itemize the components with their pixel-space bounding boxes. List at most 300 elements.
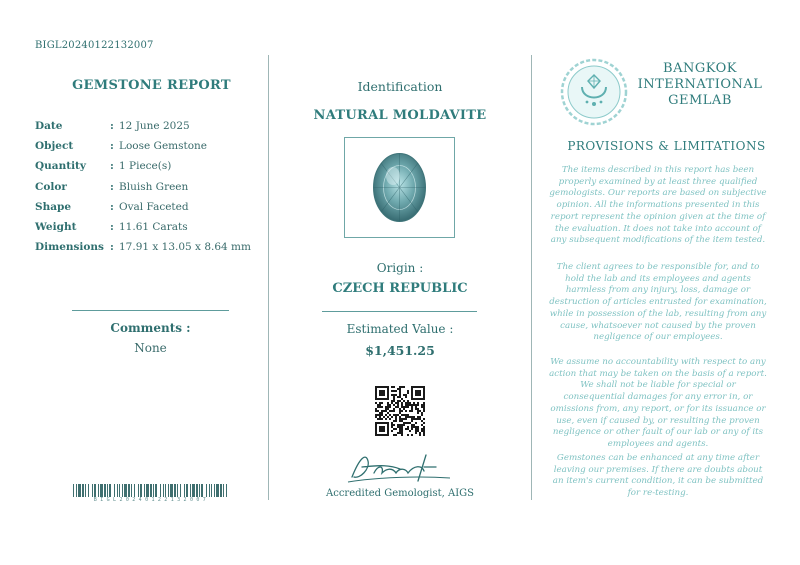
- qr-module: [391, 400, 393, 402]
- column-divider-right: [531, 55, 532, 500]
- qr-module: [379, 426, 385, 432]
- qr-code: [375, 386, 425, 436]
- qr-module: [407, 404, 409, 406]
- barcode-bar: [85, 484, 86, 497]
- qr-module: [405, 406, 407, 408]
- qr-module: [401, 424, 403, 426]
- qr-module: [409, 416, 411, 418]
- divider: [72, 310, 229, 311]
- qr-module: [421, 414, 423, 416]
- barcode-bar: [177, 484, 178, 497]
- qr-module: [399, 428, 401, 430]
- qr-module: [393, 400, 395, 402]
- qr-module: [393, 434, 395, 436]
- qr-module: [403, 394, 405, 396]
- report-title: GEMSTONE REPORT: [72, 78, 231, 93]
- qr-module: [401, 420, 403, 422]
- qr-module: [411, 424, 413, 426]
- qr-module: [389, 410, 391, 412]
- qr-module: [411, 426, 413, 428]
- barcode-bar: [104, 484, 106, 497]
- qr-module: [403, 424, 405, 426]
- qr-module: [417, 412, 419, 414]
- provision-paragraph: The client agrees to be responsible for, and to hold the lab and its employees and agents harmless from any injury, loss, damage or destruction of articles entrusted for examination, while in possession of the lab, resulting from any cause, whatsoever not caused by the proven negligence of our employees.: [549, 262, 767, 343]
- barcode-bar: [170, 484, 173, 497]
- qr-module: [401, 386, 403, 388]
- barcode-bar: [122, 484, 123, 497]
- qr-module: [417, 430, 419, 432]
- field-colon: :: [110, 120, 114, 132]
- barcode-bar: [201, 484, 203, 497]
- barcode-bar: [82, 484, 84, 497]
- qr-module: [421, 404, 423, 406]
- qr-module: [417, 416, 419, 418]
- qr-module: [407, 428, 409, 430]
- qr-module: [403, 406, 405, 408]
- field-colon: :: [110, 140, 114, 153]
- qr-module: [395, 394, 397, 396]
- qr-module: [415, 432, 417, 434]
- field-label: Shape: [35, 200, 72, 213]
- qr-module: [395, 414, 397, 416]
- qr-module: [401, 406, 403, 408]
- field-colon: :: [110, 220, 114, 233]
- comments-value: None: [134, 341, 167, 355]
- barcode-text: BIGL20240122132007: [93, 497, 210, 503]
- qr-module: [409, 402, 411, 404]
- barcode-bar: [216, 484, 219, 497]
- qr-module: [415, 404, 417, 406]
- lab-name-line: GEMLAB: [668, 93, 732, 108]
- qr-module: [419, 418, 421, 420]
- qr-module: [395, 406, 397, 408]
- qr-module: [379, 416, 381, 418]
- qr-module: [399, 400, 401, 402]
- qr-module: [397, 406, 399, 408]
- qr-module: [375, 408, 377, 410]
- field-value: Loose Gemstone: [119, 140, 208, 153]
- barcode-bar: [100, 484, 103, 497]
- qr-module: [399, 426, 401, 428]
- qr-module: [375, 414, 377, 416]
- qr-module: [403, 414, 405, 416]
- qr-module: [387, 402, 389, 404]
- qr-module: [423, 404, 425, 406]
- barcode-bar: [94, 484, 96, 497]
- qr-module: [405, 418, 407, 420]
- qr-module: [403, 422, 405, 424]
- qr-module: [399, 392, 401, 394]
- barcode-bar: [98, 484, 99, 497]
- qr-module: [405, 422, 407, 424]
- qr-module: [393, 428, 395, 430]
- qr-module: [393, 386, 395, 388]
- qr-module: [415, 426, 417, 428]
- qr-module: [379, 418, 381, 420]
- barcode: [73, 484, 230, 497]
- barcode-bar: [146, 484, 149, 497]
- qr-module: [391, 402, 393, 404]
- qr-module: [407, 434, 409, 436]
- column-divider-left: [268, 55, 269, 500]
- qr-module: [407, 392, 409, 394]
- barcode-bar: [174, 484, 176, 497]
- field-value: 11.61 Carats: [119, 220, 188, 233]
- qr-module: [381, 410, 383, 412]
- qr-module: [407, 426, 409, 428]
- qr-module: [405, 410, 407, 412]
- qr-module: [423, 410, 425, 412]
- qr-module: [391, 430, 393, 432]
- field-value: 17.91 x 13.05 x 8.64 mm: [119, 241, 251, 254]
- qr-module: [415, 428, 417, 430]
- field-value: Bluish Green: [119, 180, 189, 193]
- qr-module: [413, 404, 415, 406]
- qr-module: [417, 402, 419, 404]
- field-value: 12 June 2025: [119, 120, 190, 132]
- qr-module: [411, 434, 413, 436]
- qr-module: [421, 428, 423, 430]
- qr-module: [423, 422, 425, 424]
- qr-module: [391, 410, 393, 412]
- qr-module: [411, 428, 413, 430]
- qr-module: [395, 428, 397, 430]
- qr-module: [407, 402, 409, 404]
- barcode-bar: [140, 484, 142, 497]
- field-label: Date: [35, 120, 63, 132]
- qr-module: [423, 408, 425, 410]
- barcode-bar: [73, 484, 74, 497]
- qr-module: [423, 418, 425, 420]
- qr-module: [393, 394, 395, 396]
- qr-module: [379, 414, 381, 416]
- qr-module: [387, 404, 389, 406]
- qr-module: [375, 410, 377, 412]
- provision-paragraph: The items described in this report has been properly examined by at least three qualified gemologists. Our reports are based on subjective opinion. All the informations presented in this report represent the opinion given at the time of the evaluation. It does not take into account of any subsequent modifications of the item tested.: [549, 165, 767, 246]
- qr-module: [391, 390, 393, 392]
- barcode-bar: [138, 484, 139, 497]
- qr-module: [413, 418, 415, 420]
- barcode-bar: [199, 484, 200, 497]
- qr-module: [421, 420, 423, 422]
- qr-module: [415, 430, 417, 432]
- qr-module: [411, 418, 413, 420]
- qr-module: [417, 410, 419, 412]
- qr-module: [401, 418, 403, 420]
- qr-module: [393, 390, 395, 392]
- qr-module: [403, 408, 405, 410]
- barcode-bar: [196, 484, 198, 497]
- qr-module: [383, 410, 385, 412]
- qr-module: [405, 402, 407, 404]
- qr-module: [419, 432, 421, 434]
- qr-module: [389, 418, 391, 420]
- provisions-title: PROVISIONS & LIMITATIONS: [567, 139, 766, 153]
- qr-module: [413, 416, 415, 418]
- field-label: Weight: [35, 220, 77, 233]
- qr-module: [419, 410, 421, 412]
- qr-module: [395, 416, 397, 418]
- qr-module: [385, 408, 387, 410]
- qr-module: [399, 410, 401, 412]
- barcode-bar: [180, 484, 181, 497]
- barcode-bar: [144, 484, 145, 497]
- qr-module: [399, 418, 401, 420]
- qr-module: [399, 394, 401, 396]
- qr-module: [407, 416, 409, 418]
- qr-module: [399, 408, 401, 410]
- qr-module: [397, 424, 399, 426]
- provision-paragraph: We assume no accountability with respect to any action that may be taken on the basis of a report. We shall not be liable for special or consequential damages for any error in, or omissions from, any report, or for its issuance or use, even if caused by, or resulting the proven negligence or other fault of our lab or any of its employees and agents.: [549, 357, 767, 449]
- barcode-bar: [92, 484, 93, 497]
- qr-module: [403, 400, 405, 402]
- qr-module: [415, 390, 421, 396]
- barcode-bar: [226, 484, 227, 497]
- qr-module: [423, 430, 425, 432]
- qr-module: [399, 396, 401, 398]
- signatory: Accredited Gemologist, AIGS: [326, 488, 474, 499]
- qr-module: [393, 414, 395, 416]
- field-colon: :: [110, 180, 114, 193]
- barcode-bar: [184, 484, 185, 497]
- barcode-bar: [214, 484, 215, 497]
- qr-module: [385, 418, 387, 420]
- qr-module: [417, 404, 419, 406]
- qr-module: [399, 388, 401, 390]
- qr-module: [413, 424, 415, 426]
- qr-module: [397, 414, 399, 416]
- qr-module: [423, 406, 425, 408]
- qr-module: [391, 416, 393, 418]
- barcode-bar: [190, 484, 191, 497]
- qr-module: [401, 430, 403, 432]
- qr-module: [413, 426, 415, 428]
- qr-module: [417, 408, 419, 410]
- qr-module: [393, 420, 395, 422]
- qr-module: [389, 414, 391, 416]
- gem-photo: [344, 137, 455, 238]
- qr-module: [375, 402, 377, 404]
- barcode-bar: [134, 484, 135, 497]
- barcode-bar: [109, 484, 111, 497]
- qr-module: [395, 390, 397, 392]
- qr-module: [389, 404, 391, 406]
- barcode-bar: [76, 484, 77, 497]
- qr-module: [409, 430, 411, 432]
- field-value: Oval Faceted: [119, 200, 189, 213]
- barcode-bar: [128, 484, 130, 497]
- qr-module: [401, 398, 403, 400]
- origin-label: Origin :: [376, 261, 424, 275]
- report-number: BIGL20240122132007: [35, 40, 154, 51]
- qr-module: [415, 418, 417, 420]
- barcode-bar: [88, 484, 89, 497]
- estimated-value: $1,451.25: [365, 343, 435, 358]
- qr-module: [421, 406, 423, 408]
- qr-module: [387, 416, 389, 418]
- qr-module: [397, 396, 399, 398]
- qr-module: [377, 410, 379, 412]
- qr-module: [419, 416, 421, 418]
- qr-module: [395, 420, 397, 422]
- field-value: 1 Piece(s): [119, 160, 172, 173]
- qr-module: [411, 420, 413, 422]
- qr-module: [421, 430, 423, 432]
- identification-heading: Identification: [357, 79, 443, 94]
- qr-module: [379, 404, 381, 406]
- barcode-bar: [78, 484, 81, 497]
- qr-module: [385, 414, 387, 416]
- gem-name: NATURAL MOLDAVITE: [313, 108, 487, 123]
- qr-module: [397, 388, 399, 390]
- qr-module: [409, 404, 411, 406]
- qr-module: [409, 410, 411, 412]
- qr-module: [397, 404, 399, 406]
- qr-module: [377, 414, 379, 416]
- barcode-bar: [220, 484, 222, 497]
- barcode-bar: [211, 484, 212, 497]
- qr-module: [385, 406, 387, 408]
- qr-module: [407, 390, 409, 392]
- qr-module: [379, 390, 385, 396]
- barcode-bar: [153, 484, 154, 497]
- qr-module: [423, 426, 425, 428]
- qr-module: [393, 410, 395, 412]
- qr-module: [393, 398, 395, 400]
- qr-module: [421, 412, 423, 414]
- qr-module: [391, 422, 393, 424]
- qr-module: [405, 404, 407, 406]
- qr-module: [375, 416, 377, 418]
- gem-crest-icon: [559, 57, 629, 127]
- origin-value: CZECH REPUBLIC: [332, 281, 468, 296]
- qr-module: [399, 420, 401, 422]
- qr-module: [415, 408, 417, 410]
- barcode-bar: [117, 484, 118, 497]
- qr-module: [415, 422, 417, 424]
- barcode-bar: [163, 484, 164, 497]
- qr-module: [409, 422, 411, 424]
- qr-module: [411, 404, 413, 406]
- qr-module: [399, 390, 401, 392]
- qr-module: [393, 404, 395, 406]
- qr-module: [407, 414, 409, 416]
- qr-module: [391, 394, 393, 396]
- barcode-bar: [168, 484, 169, 497]
- lab-name-line: BANGKOK: [663, 61, 737, 76]
- barcode-bar: [155, 484, 157, 497]
- qr-module: [397, 426, 399, 428]
- field-label: Dimensions: [35, 241, 104, 254]
- gem-image: [345, 138, 454, 237]
- barcode-bar: [107, 484, 108, 497]
- qr-module: [399, 412, 401, 414]
- qr-module: [393, 424, 395, 426]
- qr-module: [411, 410, 413, 412]
- qr-module: [401, 426, 403, 428]
- divider: [322, 311, 477, 312]
- field-colon: :: [110, 241, 114, 254]
- provision-paragraph: Gemstones can be enhanced at any time after leaving our premises. If there are doubts about an item's current condition, it can be submitted for re-testing.: [552, 453, 764, 499]
- qr-module: [405, 394, 407, 396]
- qr-module: [417, 426, 419, 428]
- barcode-bar: [165, 484, 166, 497]
- qr-module: [401, 410, 403, 412]
- qr-module: [407, 406, 409, 408]
- qr-module: [423, 432, 425, 434]
- qr-module: [381, 418, 383, 420]
- qr-module: [387, 408, 389, 410]
- qr-module: [403, 386, 405, 388]
- qr-module: [407, 400, 409, 402]
- estimated-value-label: Estimated Value :: [346, 322, 454, 336]
- qr-module: [377, 406, 379, 408]
- qr-module: [417, 418, 419, 420]
- qr-module: [399, 386, 401, 388]
- qr-module: [399, 416, 401, 418]
- qr-module: [411, 408, 413, 410]
- qr-module: [395, 434, 397, 436]
- barcode-bar: [114, 484, 115, 497]
- field-colon: :: [110, 160, 114, 173]
- qr-module: [399, 432, 401, 434]
- qr-module: [391, 424, 393, 426]
- qr-module: [401, 404, 403, 406]
- qr-module: [423, 402, 425, 404]
- field-colon: :: [110, 200, 114, 213]
- qr-module: [381, 412, 383, 414]
- qr-module: [399, 430, 401, 432]
- qr-module: [381, 402, 383, 404]
- qr-module: [403, 418, 405, 420]
- qr-module: [423, 434, 425, 436]
- qr-module: [395, 402, 397, 404]
- barcode-bar: [150, 484, 152, 497]
- qr-module: [421, 424, 423, 426]
- qr-module: [381, 406, 383, 408]
- qr-module: [405, 428, 407, 430]
- signature: [340, 447, 460, 487]
- qr-module: [379, 402, 381, 404]
- barcode-bar: [223, 484, 224, 497]
- qr-module: [377, 418, 379, 420]
- qr-module: [385, 410, 387, 412]
- qr-module: [401, 428, 403, 430]
- qr-module: [401, 432, 403, 434]
- barcode-bar: [119, 484, 120, 497]
- barcode-bar: [192, 484, 195, 497]
- qr-module: [397, 400, 399, 402]
- barcode-bar: [124, 484, 127, 497]
- qr-module: [397, 402, 399, 404]
- field-label: Quantity: [35, 160, 87, 173]
- lab-name: [630, 61, 770, 109]
- qr-module: [393, 396, 395, 398]
- qr-module: [401, 414, 403, 416]
- field-label: Object: [35, 140, 74, 153]
- comments-label: Comments :: [110, 321, 191, 335]
- qr-module: [399, 424, 401, 426]
- qr-module: [393, 408, 395, 410]
- qr-module: [391, 386, 393, 388]
- qr-module: [401, 402, 403, 404]
- lab-name-line: INTERNATIONAL: [637, 77, 763, 92]
- field-label: Color: [35, 180, 67, 193]
- qr-module: [405, 416, 407, 418]
- qr-module: [383, 416, 385, 418]
- qr-module: [423, 428, 425, 430]
- qr-module: [397, 432, 399, 434]
